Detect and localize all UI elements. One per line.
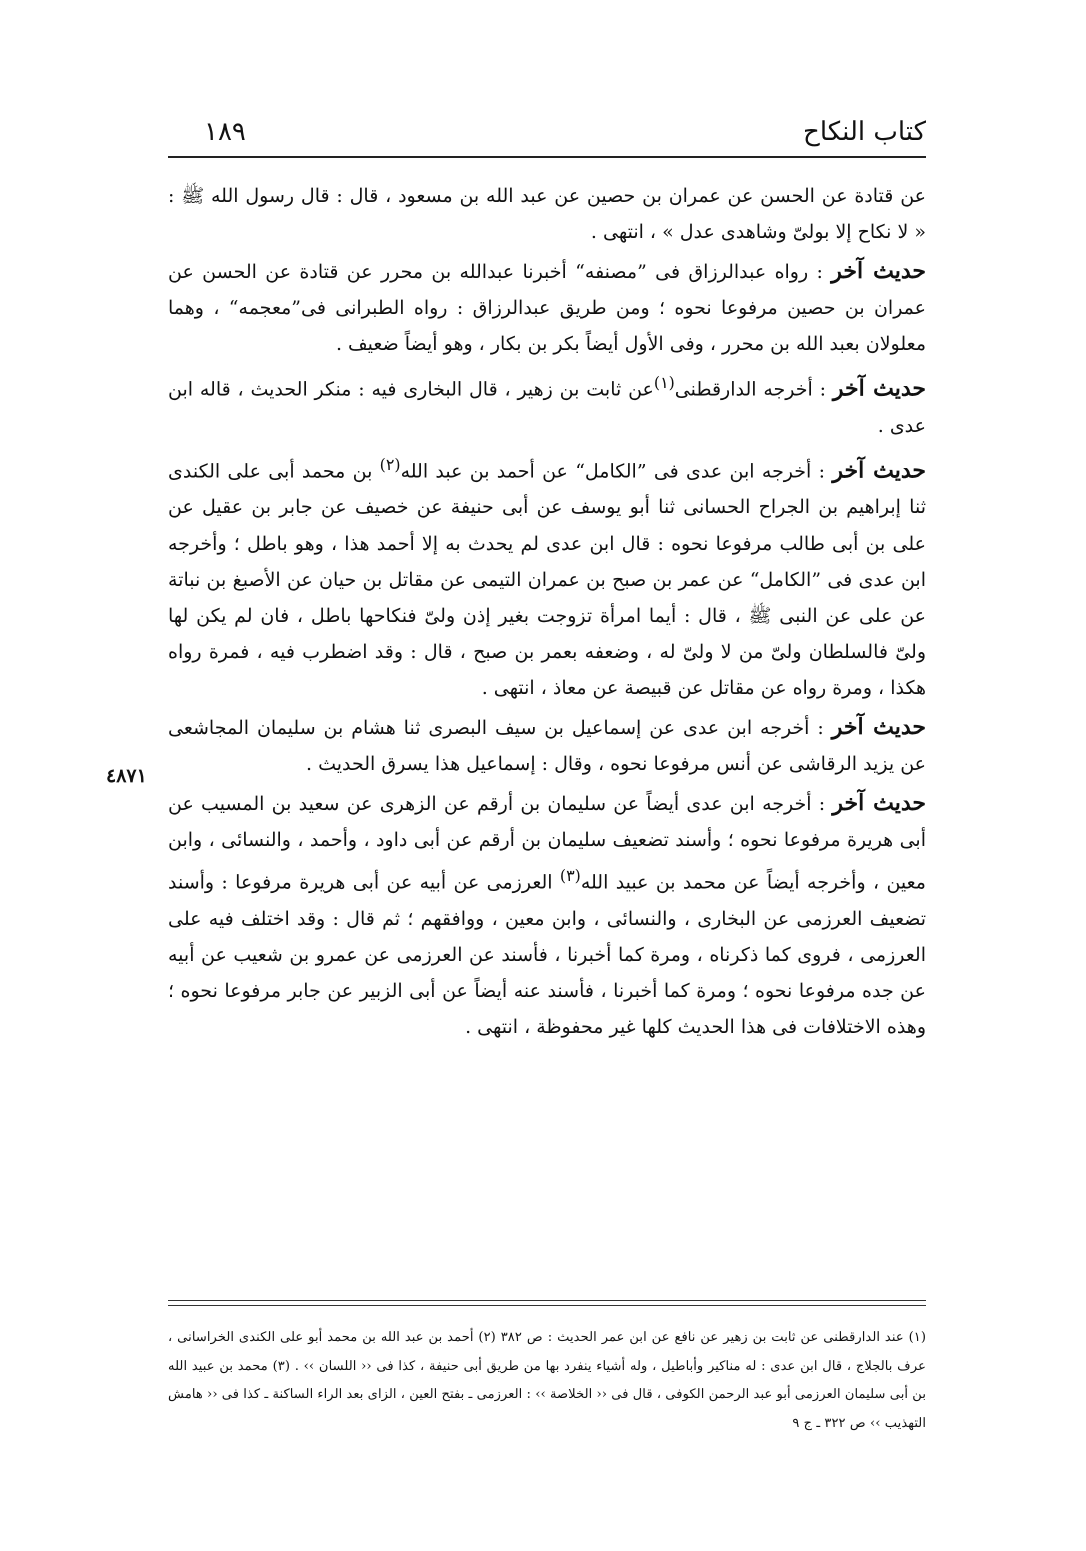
paragraph-lead: حديث آخر — [832, 457, 926, 484]
paragraph-1 — [168, 178, 926, 250]
paragraph-text: : أخرجه الدارقطنى — [674, 378, 827, 401]
paragraph-3 — [168, 365, 926, 444]
hadith-margin-number: ٤٨٧١ — [106, 765, 147, 787]
paragraph-text: : أخرجه ابن عدى فى ”الكامل“ عن أحمد بن عبد الله — [400, 460, 826, 483]
paragraph-text: : رواه عبدالرزاق فى ”مصنفه“ أخبرنا عبدالله بن محرر عن قتادة عن الحسن عن عمران بن حصين مرفوعا نحوه ؛ ومن طريق عبدالرزاق : رواه الطبرانى فى”معجمه“ ، وهما معلولان بعبد الله بن محرر ، وفى الأول أيضاً بكر بن بكار ، وهو أيضاً ضعيف . — [168, 261, 926, 356]
main-text — [168, 178, 926, 1048]
paragraph-text: : أخرجه ابن عدى عن إسماعيل بن سيف البصرى ثنا هشام بن سليمان المجاشعى عن يزيد الرقاشى عن أنس مرفوعا نحوه ، وقال : إسماعيل هذا يسرق الحديث . — [168, 716, 926, 776]
paragraph-lead: حديث آخر — [832, 790, 926, 817]
paragraph-lead: حديث آخر — [831, 258, 927, 285]
paragraph-lead: حديث آخر — [832, 375, 927, 402]
paragraph-2 — [168, 253, 926, 362]
paragraph-5 — [168, 709, 926, 782]
footnote-ref-2: (٢) — [379, 454, 401, 474]
footnote-divider — [168, 1300, 926, 1301]
paragraph-text: عن قتادة عن الحسن عن عمران بن حصين عن عبد الله بن مسعود ، قال : قال رسول الله ﷺ : « لا نكاح إلا بولىّ وشاهدى عدل » ، انتهى . — [168, 185, 926, 244]
paragraph-text: : أخرجه ابن عدى أيضاً عن سليمان بن أرقم عن الزهرى عن سعيد بن المسيب عن أبى هريرة مرفوعا نحوه ؛ وأسند تضعيف سليمان بن أرقم عن أبى داود ، وأحمد ، والنسائى ، وابن معين ، وأخرجه أيضاً عن محمد بن عبيد الله — [168, 793, 926, 894]
paragraph-6 — [168, 785, 926, 1045]
page-number: ١٨٩ — [204, 117, 246, 147]
running-header — [168, 112, 926, 158]
footnote-ref-1: (١) — [653, 373, 675, 393]
paragraph-4 — [168, 447, 926, 706]
paragraph-lead: حديث آخر — [831, 713, 927, 740]
footnotes — [168, 1324, 926, 1438]
chapter-title: كتاب النكاح — [803, 117, 926, 147]
footnote-text: (١) عند الدارقطنى عن ثابت بن زهير عن نافع عن ابن عمر الحديث : ص ٣٨٢ (٢) أحمد بن عبد الله بن محمد أبو على الكندى الخراسانى ، عرف بالجلاج ، قال ابن عدى : له مناكير وأباطيل ، وله أشياء ينفرد بها من طريق أبى حنيفة ، كذا فى ‹‹ اللسان ›› . (٣) محمد بن عبيد الله بن أبى سليمان العرزمى أبو عبد الرحمن الكوفى ، قال فى ‹‹ الخلاصة ›› : العرزمى ـ بفتح العين ، الزاى بعد الراء الساكنة ـ كذا فى ‹‹ هامش التهذيب ›› ص ٣٢٢ ـ ج ٩ — [168, 1330, 927, 1431]
paragraph-text-cont: العرزمى عن أبيه عن أبى هريرة مرفوعا : وأسند تضعيف العرزمى عن البخارى ، والنسائى ، وابن معين ، ووافقهم ؛ ثم قال : وقد اختلف فيه على العرزمى ، فروى كما ذكرناه ، ومرة كما أخبرنا ، فأسند عن العرزمى عن عمرو بن شعيب عن أبيه عن جده مرفوعا نحوه ؛ ومرة كما أخبرنا ، فأسند عنه أيضاً عن أبى الزبير عن جابر مرفوعا نحوه ؛ وهذه الاختلافات فى هذا الحديث كلها غير محفوظة ، انتهى . — [168, 871, 926, 1039]
footnote-ref-3: (٣) — [559, 866, 581, 886]
paragraph-text-cont: بن محمد أبى على الكندى ثنا إبراهيم بن الجراح الحسانى ثنا أبو يوسف عن أبى حنيفة عن خصيف عن جابر بن عقيل عن على بن أبى طالب مرفوعا نحوه : قال ابن عدى لم يحدث به إلا أحمد هذا ، وهو باطل ؛ وأخرجه ابن عدى فى ”الكامل“ عن عمر بن صبح بن عمران التيمى عن مقاتل بن حيان عن الأصبغ بن نباتة عن على عن النبى ﷺ ، قال : أيما امرأة تزوجت بغير إذن ولىّ فنكاحها باطل ، فان لم يكن لها ولىّ فالسلطان ولىّ من لا ولىّ له ، وضعفه بعمر بن صبح ، قال : وقد اضطرب فيه ، فمرة رواه هكذا ، ومرة رواه عن مقاتل عن قبيصة عن معاذ ، انتهى . — [168, 460, 926, 699]
page — [106, 112, 927, 1431]
footnote-divider-inner — [168, 1305, 926, 1306]
paragraph-text-cont: عن ثابت بن زهير ، قال البخارى فيه : منكر الحديث ، قاله ابن عدى . — [168, 378, 926, 437]
